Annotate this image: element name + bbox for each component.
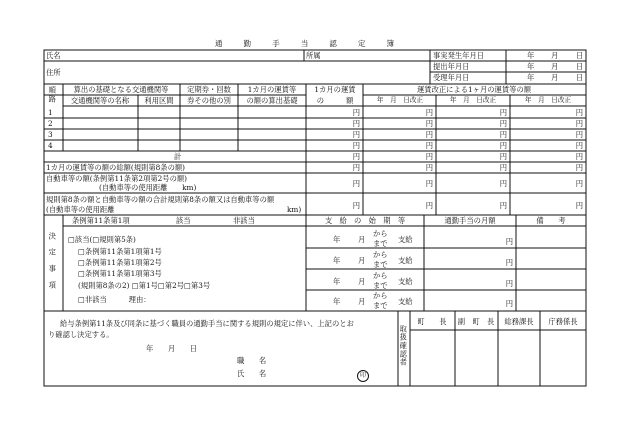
yen-unit: 円 [352, 130, 360, 139]
ticket-header: 定期券・回数 [187, 85, 231, 94]
position-label: 職 名 [237, 356, 267, 365]
pay-until: まで [373, 239, 388, 248]
pay-from: から [373, 229, 388, 238]
yen-unit: 円 [425, 152, 433, 161]
payment-start-header: 支 給 の 始 期 等 [324, 216, 406, 225]
pay-month: 月 [358, 235, 366, 244]
yen-unit: 円 [575, 130, 583, 139]
pay-from: から [373, 250, 388, 259]
affiliation-label: 所属 [306, 51, 321, 60]
option-applicable[interactable]: □該当(□規則第5条) [68, 235, 136, 244]
summary-total-label: 1カ月の運賃等の額の総額(規則第8条の額) [46, 163, 186, 172]
revision-header: 運賃改正による1ヶ月の運賃等の額 [416, 85, 532, 94]
decision-not-applicable-header: 非該当 [233, 216, 255, 225]
yen-unit: 円 [505, 237, 513, 246]
yen-unit: 円 [352, 179, 360, 188]
remarks-header: 備 考 [536, 216, 566, 225]
yen-unit: 円 [425, 163, 433, 172]
yen-unit: 円 [425, 201, 433, 210]
yen-unit: 円 [499, 108, 507, 117]
pay-until: まで [373, 260, 388, 269]
pay-label: 支給 [398, 235, 413, 244]
pay-until: まで [373, 301, 388, 310]
month: 月 [551, 73, 559, 82]
yen-unit: 円 [575, 152, 583, 161]
revision-date-header: 年 月 日改正 [449, 96, 497, 104]
ticket-header: 券その他の別 [187, 96, 231, 105]
combined-distance-unit: km) [287, 205, 302, 214]
address-label: 住所 [46, 68, 61, 77]
pay-month: 月 [358, 277, 366, 286]
combined-distance-label: (自動車等の使用距離 [46, 205, 115, 214]
combined-amount-label: 規則第8条の額と自動車等の額の合計規則第8条の額又は自動車等の額 [46, 195, 275, 204]
yen-unit: 円 [499, 179, 507, 188]
monthly-amount-header: の 額 [316, 96, 354, 105]
option-article-11-1-3[interactable]: □条例第11条第1項第3号 [78, 269, 162, 278]
yen-unit: 円 [505, 279, 513, 288]
pay-from: から [373, 271, 388, 280]
yen-unit: 円 [575, 201, 583, 210]
revision-date-header: 年 月 日改正 [524, 96, 572, 104]
submit-date-label: 提出年月日 [433, 62, 470, 71]
row-number: 1 [48, 108, 53, 117]
yen-unit: 円 [499, 119, 507, 128]
yen-unit: 円 [499, 130, 507, 139]
row-number: 2 [48, 119, 53, 128]
approver-general-affairs-chief: 総務課長 [504, 317, 534, 326]
fact-date-label: 事実発生年月日 [433, 51, 485, 60]
approver-office-chief: 庁務係長 [548, 317, 578, 326]
approver-deputy-mayor: 副 町 長 [457, 317, 495, 326]
confirmation-text: り確認し決定する。 [48, 330, 114, 339]
row-number: 4 [48, 141, 53, 150]
row-number: 3 [48, 130, 53, 139]
day: 日 [576, 73, 584, 82]
receipt-date-label: 受理年月日 [433, 73, 470, 82]
yen-unit: 円 [505, 258, 513, 267]
decision-label: 決定事項 [48, 232, 58, 298]
day: 日 [576, 51, 584, 60]
yen-unit: 円 [425, 119, 433, 128]
pay-year: 年 [333, 277, 341, 286]
vehicle-amount-label: 自動車等の額(条例第11条第2項第2号の額) [46, 174, 188, 183]
monthly-basis-header: 1カ月の運賃等 [247, 85, 297, 94]
name-label: 氏名 [46, 51, 61, 60]
month: 月 [551, 62, 559, 71]
yen-unit: 円 [575, 179, 583, 188]
pay-label: 支給 [398, 277, 413, 286]
monthly-basis-header: の額の算出基礎 [246, 96, 298, 105]
pay-year: 年 [333, 235, 341, 244]
yen-unit: 円 [352, 201, 360, 210]
yen-unit: 円 [499, 201, 507, 210]
confirmation-text: 給与条例第11条及び同条に基づく職員の通勤手当に関する規則の規定に伴い、上記のとお [60, 319, 354, 328]
monthly-amount-header: 1カ月の運賃 [314, 85, 356, 94]
pay-month: 月 [358, 297, 366, 306]
revision-date-header: 年 月 日改正 [376, 96, 424, 104]
decision-article-header: 条例第11条第1項 [72, 216, 130, 225]
order-label: 順路 [48, 86, 58, 105]
yen-unit: 円 [505, 299, 513, 308]
option-not-applicable[interactable]: □非該当 理由： [78, 295, 151, 304]
yen-unit: 円 [575, 119, 583, 128]
option-article-11-1-1[interactable]: □条例第11条第1項第1号 [78, 247, 162, 256]
pay-month: 月 [358, 256, 366, 265]
section-header: 利用区間 [144, 96, 174, 105]
yen-unit: 円 [352, 163, 360, 172]
yen-unit: 円 [499, 163, 507, 172]
decision-date: 年 月 日 [146, 344, 198, 353]
signer-name-label: 氏 名 [237, 369, 267, 378]
pay-label: 支給 [398, 256, 413, 265]
year: 年 [527, 73, 535, 82]
pay-year: 年 [333, 297, 341, 306]
yen-unit: 円 [352, 108, 360, 117]
yen-unit: 円 [575, 141, 583, 150]
yen-unit: 円 [575, 108, 583, 117]
agency-name-header: 交通機関等の名称 [70, 96, 130, 105]
year: 年 [527, 62, 535, 71]
basis-header: 算出の基礎となる交通機関等 [73, 85, 169, 94]
pay-year: 年 [333, 256, 341, 265]
monthly-allowance-header: 通勤手当の月額 [444, 216, 496, 225]
month: 月 [551, 51, 559, 60]
pay-until: まで [373, 281, 388, 290]
option-rule-8-2[interactable]: (規則第8条の2) □第1号□第2号□第3号 [78, 281, 211, 290]
yen-unit: 円 [425, 141, 433, 150]
seal-mark: 印 [357, 370, 369, 382]
decision-applicable-header: 該当 [176, 216, 191, 225]
day: 日 [576, 62, 584, 71]
yen-unit: 円 [499, 152, 507, 161]
yen-unit: 円 [352, 152, 360, 161]
approver-label: 取扱確認者 [399, 325, 409, 367]
option-article-11-1-2[interactable]: □条例第11条第1項第2号 [78, 258, 162, 267]
yen-unit: 円 [352, 119, 360, 128]
pay-label: 支給 [398, 297, 413, 306]
approver-mayor: 町 長 [417, 317, 447, 326]
vehicle-distance-label: (自動車等の使用距離 km) [99, 183, 197, 192]
total-label: 計 [174, 152, 182, 161]
yen-unit: 円 [425, 108, 433, 117]
page-title: 通勤手当認定簿 [214, 39, 416, 48]
yen-unit: 円 [575, 163, 583, 172]
pay-from: から [373, 291, 388, 300]
year: 年 [527, 51, 535, 60]
yen-unit: 円 [425, 179, 433, 188]
yen-unit: 円 [352, 141, 360, 150]
yen-unit: 円 [425, 130, 433, 139]
yen-unit: 円 [499, 141, 507, 150]
